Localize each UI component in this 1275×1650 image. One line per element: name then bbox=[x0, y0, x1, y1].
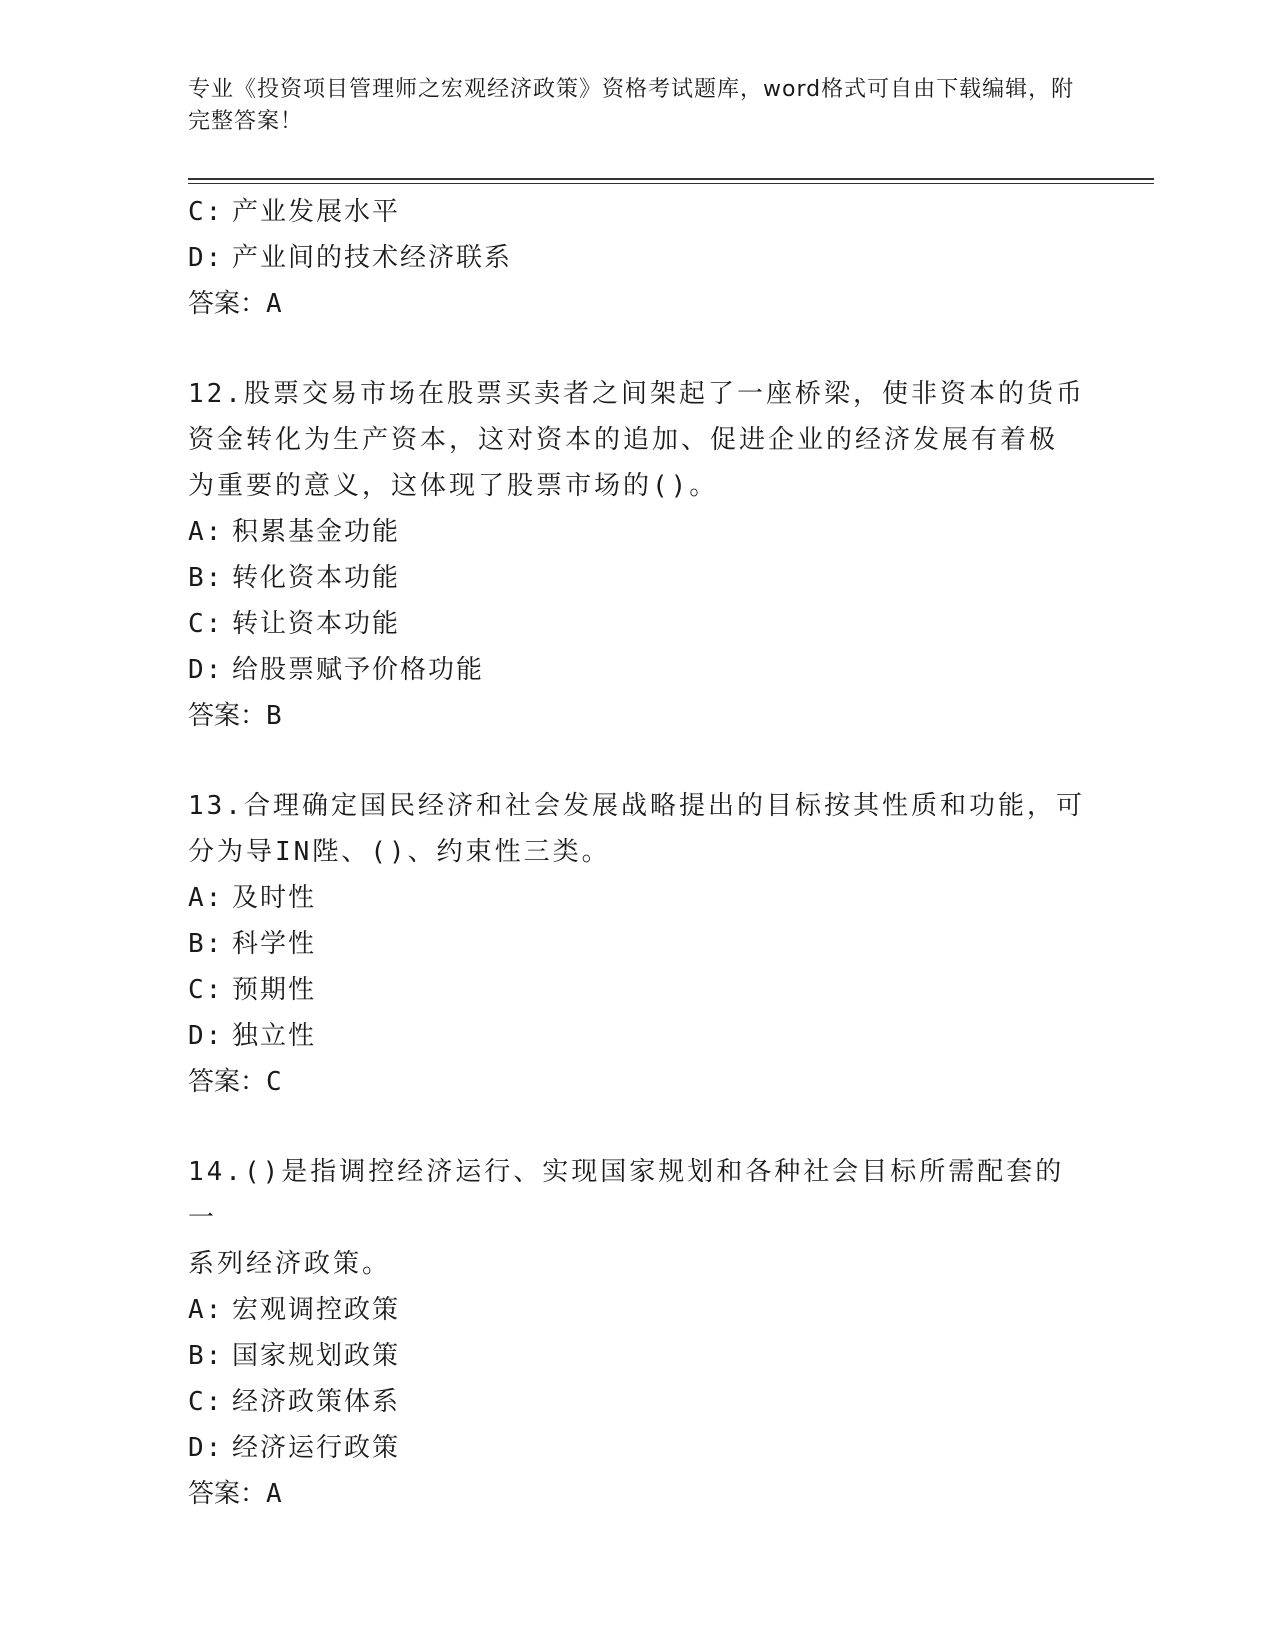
option-row bbox=[188, 1379, 1088, 1425]
option-letter: D: bbox=[188, 243, 224, 273]
option-letter: A: bbox=[188, 517, 224, 547]
option-row bbox=[188, 647, 1088, 693]
question-stem bbox=[188, 783, 1088, 875]
question-stem bbox=[188, 371, 1088, 509]
answer-label: 答案： bbox=[188, 1479, 267, 1509]
option-text: 科学性 bbox=[232, 929, 317, 959]
option-text: 产业发展水平 bbox=[232, 197, 401, 227]
option-row bbox=[188, 967, 1088, 1013]
option-row bbox=[188, 555, 1088, 601]
option-text: 及时性 bbox=[232, 883, 317, 913]
answer-label: 答案： bbox=[188, 1067, 267, 1097]
header-divider-thick bbox=[188, 178, 1154, 180]
option-letter: D: bbox=[188, 655, 224, 685]
option-text: 国家规划政策 bbox=[232, 1341, 401, 1371]
option-text: 预期性 bbox=[232, 975, 317, 1005]
option-row bbox=[188, 189, 1088, 235]
option-row bbox=[188, 235, 1088, 281]
answer-label: 答案： bbox=[188, 289, 267, 319]
option-row bbox=[188, 1333, 1088, 1379]
option-letter: B: bbox=[188, 929, 224, 959]
header-divider-thin bbox=[188, 183, 1154, 184]
option-text: 给股票赋予价格功能 bbox=[232, 655, 485, 685]
option-letter: A: bbox=[188, 883, 224, 913]
option-letter: C: bbox=[188, 197, 224, 227]
answer-value: B bbox=[266, 701, 282, 731]
option-letter: C: bbox=[188, 609, 224, 639]
option-letter: A: bbox=[188, 1295, 224, 1325]
option-letter: D: bbox=[188, 1433, 224, 1463]
answer-value: A bbox=[266, 1479, 282, 1509]
stem-line: 分为导IN陛、()、约束性三类。 bbox=[188, 837, 611, 867]
answer-value: C bbox=[266, 1067, 282, 1097]
option-letter: C: bbox=[188, 1387, 224, 1417]
option-row bbox=[188, 601, 1088, 647]
option-row bbox=[188, 509, 1088, 555]
stem-line: 资金转化为生产资本，这对资本的追加、促进企业的经济发展有着极 bbox=[188, 425, 1059, 455]
question-content bbox=[188, 189, 1088, 1517]
document-header: 专业《投资项目管理师之宏观经济政策》资格考试题库，word格式可自由下载编辑，附完整答案！ bbox=[188, 77, 1075, 134]
option-text: 积累基金功能 bbox=[232, 517, 401, 547]
option-row bbox=[188, 1425, 1088, 1471]
option-row bbox=[188, 921, 1088, 967]
option-letter: B: bbox=[188, 1341, 224, 1371]
stem-line: 14.()是指调控经济运行、实现国家规划和各种社会目标所需配套的一 bbox=[188, 1157, 1065, 1233]
question-12 bbox=[188, 371, 1088, 739]
option-row bbox=[188, 1013, 1088, 1059]
option-row bbox=[188, 875, 1088, 921]
option-row bbox=[188, 1287, 1088, 1333]
stem-line: 13.合理确定国民经济和社会发展战略提出的目标按其性质和功能，可 bbox=[188, 791, 1085, 821]
option-letter: D: bbox=[188, 1021, 224, 1051]
option-text: 经济运行政策 bbox=[232, 1433, 401, 1463]
stem-line: 12.股票交易市场在股票买卖者之间架起了一座桥梁，使非资本的货币 bbox=[188, 379, 1085, 409]
option-text: 经济政策体系 bbox=[232, 1387, 401, 1417]
option-text: 产业间的技术经济联系 bbox=[232, 243, 513, 273]
option-letter: B: bbox=[188, 563, 224, 593]
question-14 bbox=[188, 1149, 1088, 1517]
option-text: 转化资本功能 bbox=[232, 563, 401, 593]
question-13 bbox=[188, 783, 1088, 1105]
answer-row bbox=[188, 281, 1088, 327]
stem-line: 系列经济政策。 bbox=[188, 1249, 392, 1279]
option-text: 转让资本功能 bbox=[232, 609, 401, 639]
option-text: 宏观调控政策 bbox=[232, 1295, 401, 1325]
option-letter: C: bbox=[188, 975, 224, 1005]
stem-line: 为重要的意义，这体现了股票市场的()。 bbox=[188, 471, 719, 501]
option-text: 独立性 bbox=[232, 1021, 317, 1051]
answer-label: 答案： bbox=[188, 701, 267, 731]
answer-row bbox=[188, 1471, 1088, 1517]
question-stem bbox=[188, 1149, 1088, 1287]
answer-row bbox=[188, 1059, 1088, 1105]
answer-row bbox=[188, 693, 1088, 739]
answer-value: A bbox=[266, 289, 282, 319]
prev-question-tail bbox=[188, 189, 1088, 327]
